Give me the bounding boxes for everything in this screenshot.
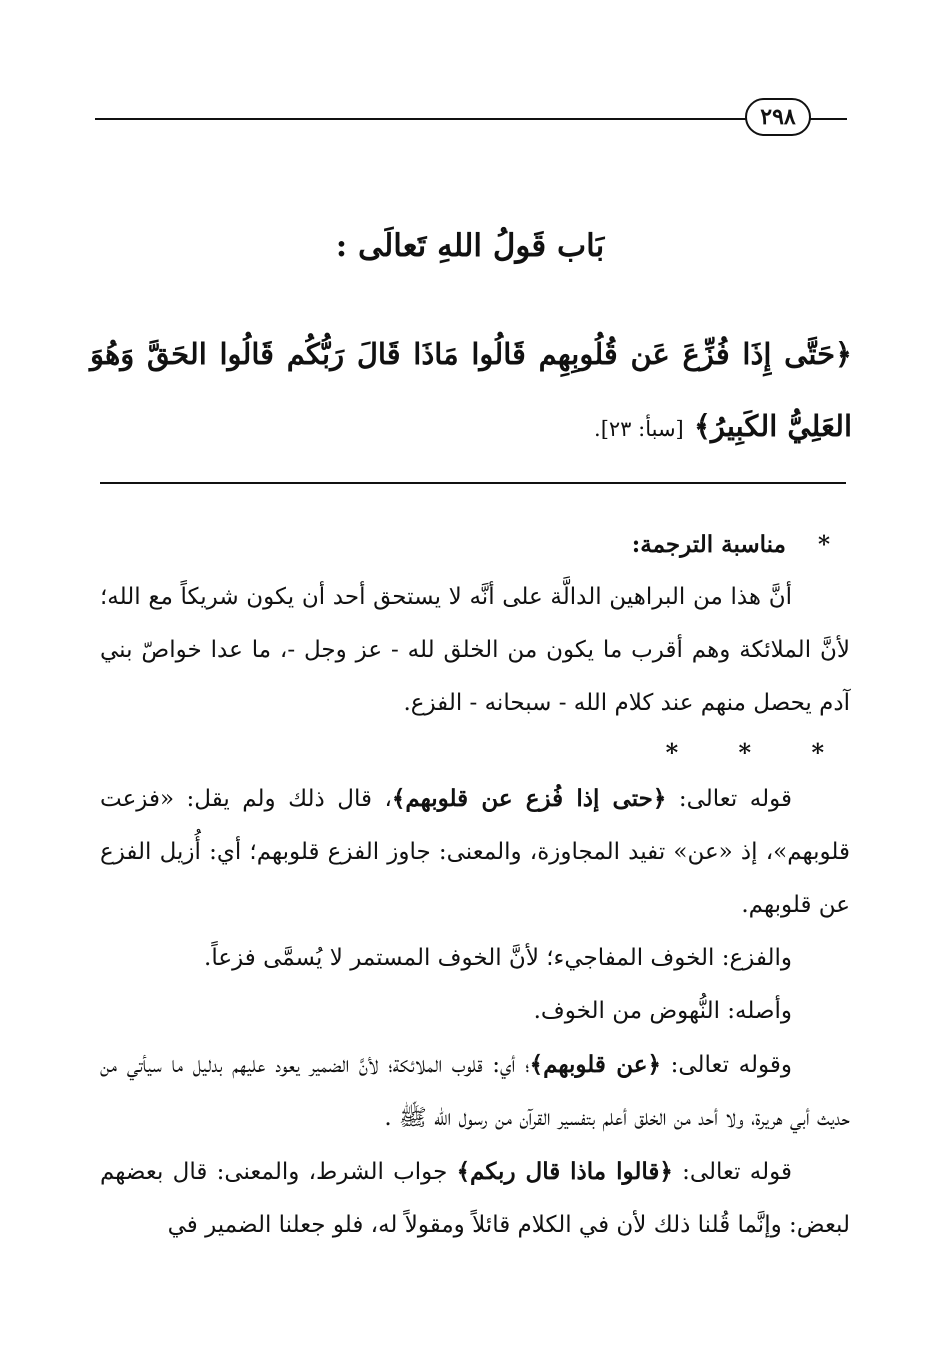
p4-rest: ؛ أي: قلوب الملائكة؛ لأنَّ الضمير يعود عليهم بدليل ما سيأتي من حديث أبي هريرة، ولا أحد من الخلق أعلم بتفسير القرآن من رسول الله ﷺ .: [100, 1052, 850, 1131]
header-rule: [95, 118, 847, 120]
p1-intro: قوله تعالى:: [678, 786, 792, 812]
section-heading: [100, 518, 850, 571]
p1-rest: ، قال ذلك ولم يقل: «فزعت قلوبهم»، إذ «عن» تفيد المجاوزة، والمعنى: جاوز الفزع قلوبهم؛ أي: أُزيل الفزع عن قلوبهم.: [100, 786, 851, 918]
divider-rule: [100, 482, 846, 484]
star-bullet: *: [817, 531, 830, 558]
p4-quote: ﴿عن قلوبهم﴾: [529, 1051, 661, 1078]
commentary-paragraph-2: والفزع: الخوف المفاجيء؛ لأنَّ الخوف المستمر لا يُسمَّى فزعاً.: [204, 945, 792, 971]
p1-quote: ﴿حتى إذا فُزع عن قلوبهم﴾: [391, 785, 667, 812]
p4-intro: وقوله تعالى:: [670, 1052, 792, 1078]
p5-quote: ﴿قالوا ماذا قال ربكم﴾: [456, 1158, 673, 1185]
section-relevance: [100, 518, 850, 776]
page-number: ٢٩٨: [745, 98, 811, 136]
verse-text: ﴿حَتَّى إِذَا فُزِّعَ عَن قُلُوبِهِم قَالُوا مَاذَا قَالَ رَبُّكُم قَالُوا الحَقَّ وَهُوَ العَلِيُّ الكَبِيرُ﴾: [90, 337, 852, 443]
chapter-title: بَاب قَولُ اللهِ تَعالَى :: [335, 228, 605, 264]
commentary-paragraph-1: [100, 772, 850, 932]
section-heading-text: مناسبة الترجمة:: [631, 531, 786, 558]
commentary-paragraph-3: وأصله: النُّهوض من الخوف.: [533, 998, 792, 1024]
verse-reference: [سبأ: ٢٣].: [594, 417, 684, 441]
commentary-paragraph-5: [100, 1145, 850, 1252]
p5-rest: جواب الشرط، والمعنى: قال بعضهم لبعض: وإنَّما قُلنا ذلك لأن في الكلام قائلاً ومقولاً له، فلو جعلنا الضمير في: [100, 1159, 850, 1238]
commentary: [100, 772, 850, 1252]
star-separator: * * *: [665, 738, 850, 767]
relevance-paragraph: أنَّ هذا من البراهين الدالَّة على أنَّه لا يستحق أحد أن يكون شريكاً مع الله؛ لأنَّ الملائكة وهم أقرب ما يكون من الخلق لله - عز وجل -، ما عدا خواصّ بني آدم يحصل منهم عند كلام الله - سبحانه - الفزع.: [100, 584, 850, 716]
quran-verse: [90, 318, 852, 465]
commentary-paragraph-4: [100, 1038, 850, 1145]
p5-intro: قوله تعالى:: [682, 1159, 793, 1185]
